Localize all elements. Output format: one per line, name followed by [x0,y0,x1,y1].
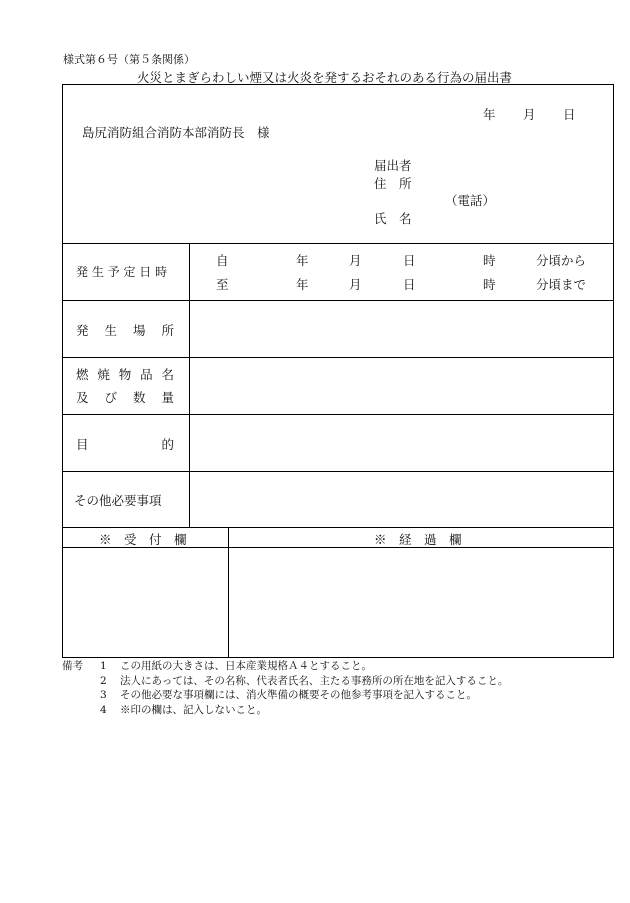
phone-label: （電話） [445,193,496,208]
address-label: 住 所 [374,176,412,191]
label-char: 的 [161,437,174,452]
label-char: 生 [104,323,117,338]
label-char: 量 [161,390,174,405]
form-frame [62,84,614,658]
purpose-input-area[interactable] [190,415,613,471]
remarks-item [62,688,508,703]
to-month: 月 [349,277,362,292]
date-month: 月 [523,107,536,122]
to-minute: 分頃まで [536,277,587,292]
remarks-text: この用紙の大きさは、日本産業規格Ａ４とすること。 [120,660,372,672]
divider [63,527,613,528]
from-day: 日 [403,253,416,268]
addressee: 島尻消防組合消防本部消防長 様 [82,125,270,140]
to-day: 日 [403,277,416,292]
other-label: その他必要事項 [74,493,162,508]
form-title: 火災とまぎらわしい煙又は火炎を発するおそれのある行為の届出書 [137,70,513,85]
date-day: 日 [563,107,576,122]
remarks-text: その他必要な事項欄には、消火準備の概要その他参考事項を記入すること。 [120,689,477,701]
label-char: 名 [161,367,174,382]
label-char: 場 [132,323,146,338]
remarks-text: ※印の欄は、記入しないこと。 [120,703,267,716]
remarks-text: 法人にあっては、その名称、代表者氏名、主たる事務所の所在地を記入すること。 [120,674,509,687]
from-month: 月 [349,253,362,268]
to-prefix: 至 [216,277,229,292]
reception-header: ※ 受 付 欄 [99,532,187,547]
from-hour: 時 [483,253,496,268]
label-char: 及 [76,390,89,405]
from-minute: 分頃から [536,253,587,268]
label-char: び [104,390,117,405]
divider [63,243,613,244]
label-char: 品 [140,367,153,382]
progress-header: ※ 経 過 欄 [374,532,462,547]
label-char: 物 [118,367,132,382]
remarks-number: 3 [100,689,107,701]
name-label: 氏 名 [374,211,412,226]
label-char: 所 [161,323,174,338]
label-char: 燃 [76,367,89,382]
materials-label-line2 [76,388,174,406]
remarks-number: 4 [100,703,107,716]
materials-label-line1 [76,365,174,383]
date-year: 年 [483,107,496,122]
label-char: 目 [76,437,89,452]
divider [228,527,229,657]
location-input-area[interactable] [190,301,613,357]
from-year: 年 [296,253,309,268]
label-char: 焼 [97,367,110,382]
label-char: 数 [132,390,146,405]
purpose-label [76,435,174,453]
from-prefix: 自 [216,253,229,268]
remarks-heading: 備考 [62,660,83,672]
scheduled-datetime-label: 発 生 予 定 日 時 [76,265,168,279]
to-year: 年 [296,277,309,292]
remarks-number: 2 [100,674,107,687]
to-hour: 時 [483,277,496,292]
other-input-area[interactable] [190,472,613,527]
label-char: 発 [76,323,89,338]
form-number: 様式第６号（第５条関係） [63,53,195,66]
remarks [62,659,508,717]
remarks-item [62,659,508,674]
remarks-number: 1 [100,660,107,672]
materials-input-area[interactable] [190,358,613,414]
remarks-item [62,703,508,718]
notifier-label: 届出者 [374,158,412,173]
remarks-item [62,674,508,689]
location-label [76,321,174,339]
